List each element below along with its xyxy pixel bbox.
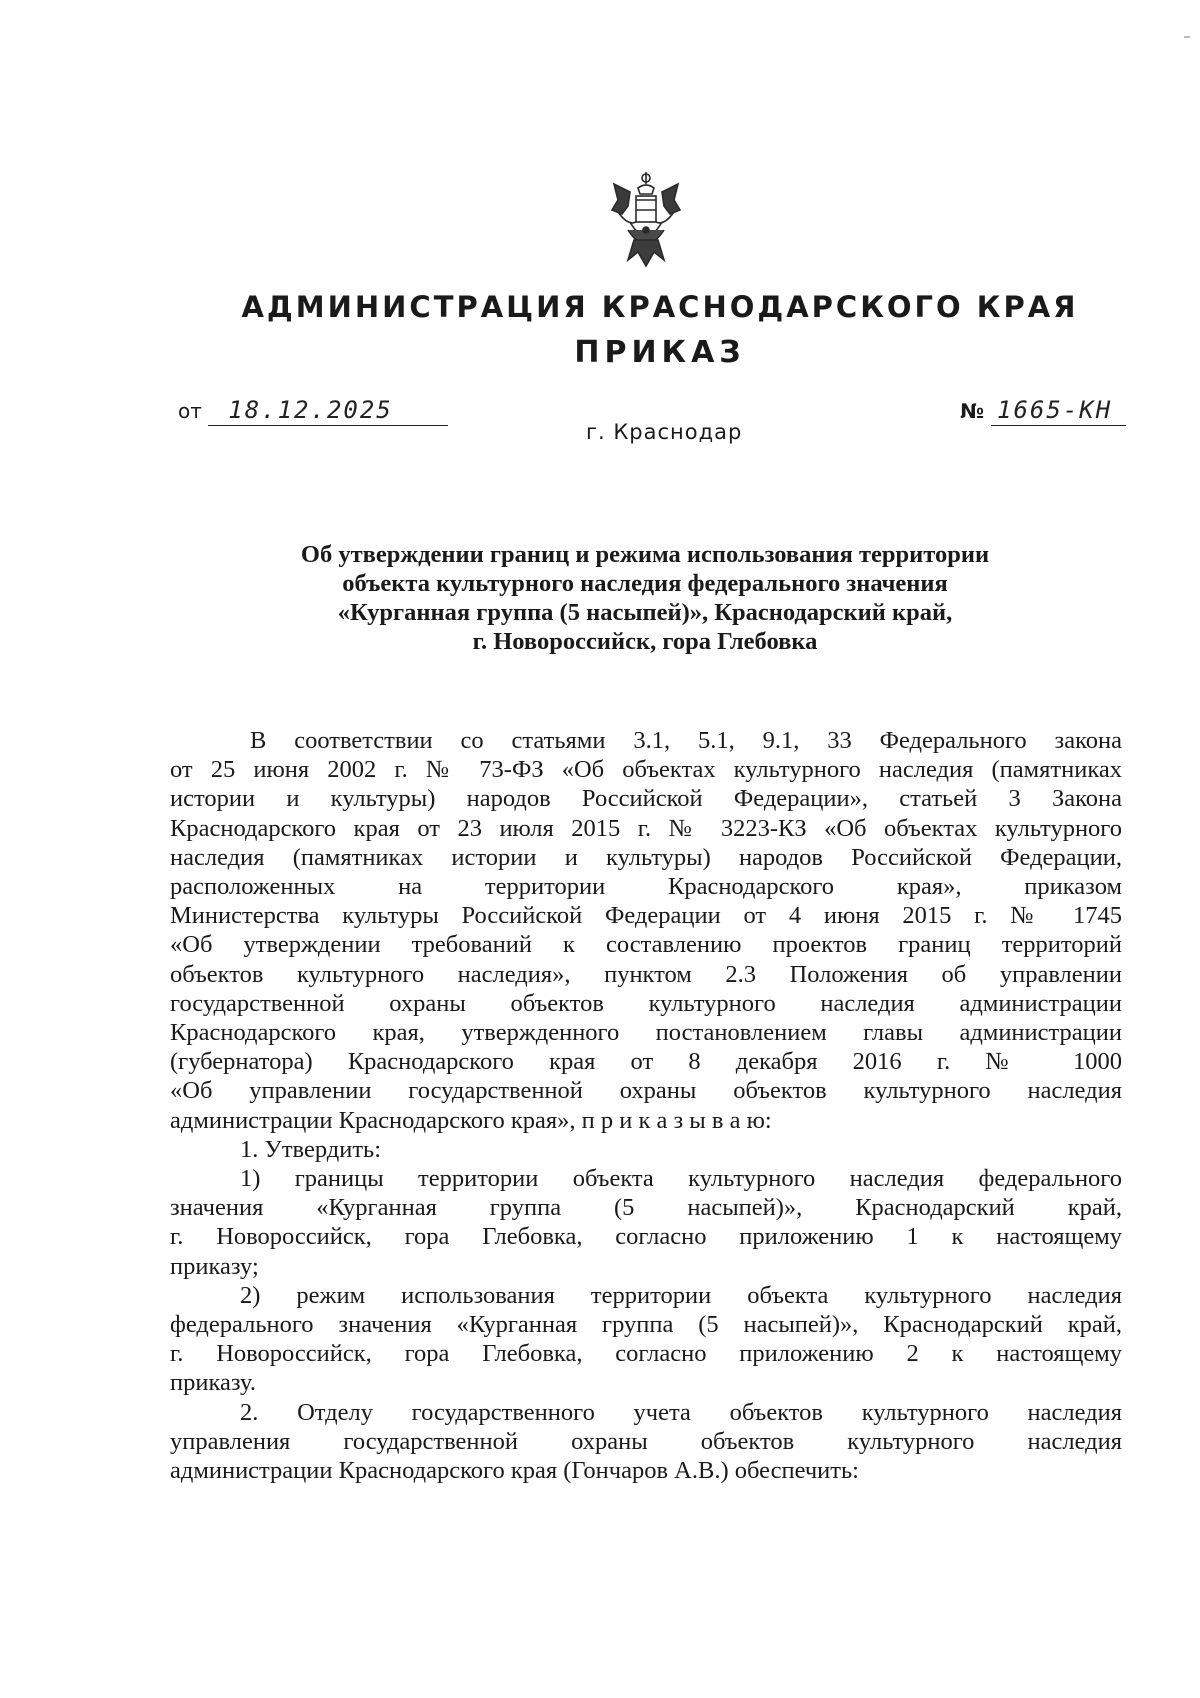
organization-name: АДМИНИСТРАЦИЯ КРАСНОДАРСКОГО КРАЯ: [241, 290, 1079, 324]
title-line: «Курганная группа (5 насыпей)», Краснодарский край,: [337, 599, 953, 626]
body-line: Краснодарского края, утвержденного постановлением главы администрации: [170, 1019, 1122, 1047]
body-line: В соответствии со статьями 3.1, 5.1, 9.1, 33 Федерального закона: [250, 727, 1122, 754]
body-line: 1) границы территории объекта культурного наследия федерального: [240, 1165, 1122, 1193]
date-handwritten: 18.12.2025: [208, 396, 448, 426]
body-line: наследия (памятниках истории и культуры) народов Российской Федерации,: [170, 843, 1122, 871]
number-prefix: №: [960, 399, 985, 423]
city-label: г. Краснодар: [586, 420, 743, 444]
body-line: «Об утверждении требований к составлению проектов границ территорий: [170, 931, 1122, 959]
body-line: г. Новороссийск, гора Глебовка, согласно приложению 2 к настоящему: [170, 1340, 1122, 1368]
number-field: [960, 396, 1126, 426]
coat-of-arms-emblem-icon: [608, 170, 684, 270]
body-line: «Об управлении государственной охраны объектов культурного наследия: [170, 1077, 1122, 1105]
scan-artifact: [1184, 36, 1190, 38]
title-line: Об утверждении границ и режима использования территории: [300, 541, 990, 568]
body-line: Краснодарского края от 23 июля 2015 г. № 3223-КЗ «Об объектах культурного: [170, 814, 1122, 842]
document-title: [170, 540, 1120, 656]
body-line: государственной охраны объектов культурного наследия администрации: [170, 989, 1122, 1017]
body-line: 2) режим использования территории объекта культурного наследия: [240, 1281, 1122, 1309]
document-body: [170, 726, 1122, 1485]
body-line: (губернатора) Краснодарского края от 8 декабря 2016 г. № 1000: [170, 1048, 1122, 1076]
number-handwritten: 1665-КН: [991, 396, 1126, 426]
body-line: управления государственной охраны объектов культурного наследия: [170, 1427, 1122, 1455]
body-line: истории и культуры) народов Российской Федерации», статьей 3 Закона: [170, 785, 1122, 813]
body-line: г. Новороссийск, гора Глебовка, согласно приложению 1 к настоящему: [170, 1223, 1122, 1251]
date-field: [178, 396, 448, 426]
title-line: г. Новороссийск, гора Глебовка: [472, 628, 818, 655]
body-line: федерального значения «Курганная группа (5 насыпей)», Краснодарский край,: [170, 1311, 1122, 1339]
body-line: приказу.: [170, 1369, 256, 1397]
body-line: администрации Краснодарского края (Гончаров А.В.) обеспечить:: [170, 1457, 859, 1485]
body-line: значения «Курганная группа (5 насыпей)», Краснодарский край,: [170, 1194, 1122, 1222]
title-line: объекта культурного наследия федерального значения: [342, 570, 948, 597]
body-line: приказу;: [170, 1252, 259, 1280]
document-type: ПРИКАЗ: [574, 335, 746, 370]
body-line: 2. Отделу государственного учета объектов культурного наследия: [240, 1398, 1122, 1426]
body-line: расположенных на территории Краснодарского края», приказом: [170, 873, 1122, 901]
body-line: объектов культурного наследия», пунктом 2.3 Положения об управлении: [170, 960, 1122, 988]
body-line: Министерства культуры Российской Федерации от 4 июня 2015 г. № 1745: [170, 902, 1122, 930]
date-prefix: от: [178, 399, 202, 423]
body-line: администрации Краснодарского края», п р и к а з ы в а ю:: [170, 1106, 772, 1134]
body-line: 1. Утвердить:: [240, 1135, 382, 1163]
body-line: от 25 июня 2002 г. № 73-ФЗ «Об объектах культурного наследия (памятниках: [170, 756, 1122, 784]
